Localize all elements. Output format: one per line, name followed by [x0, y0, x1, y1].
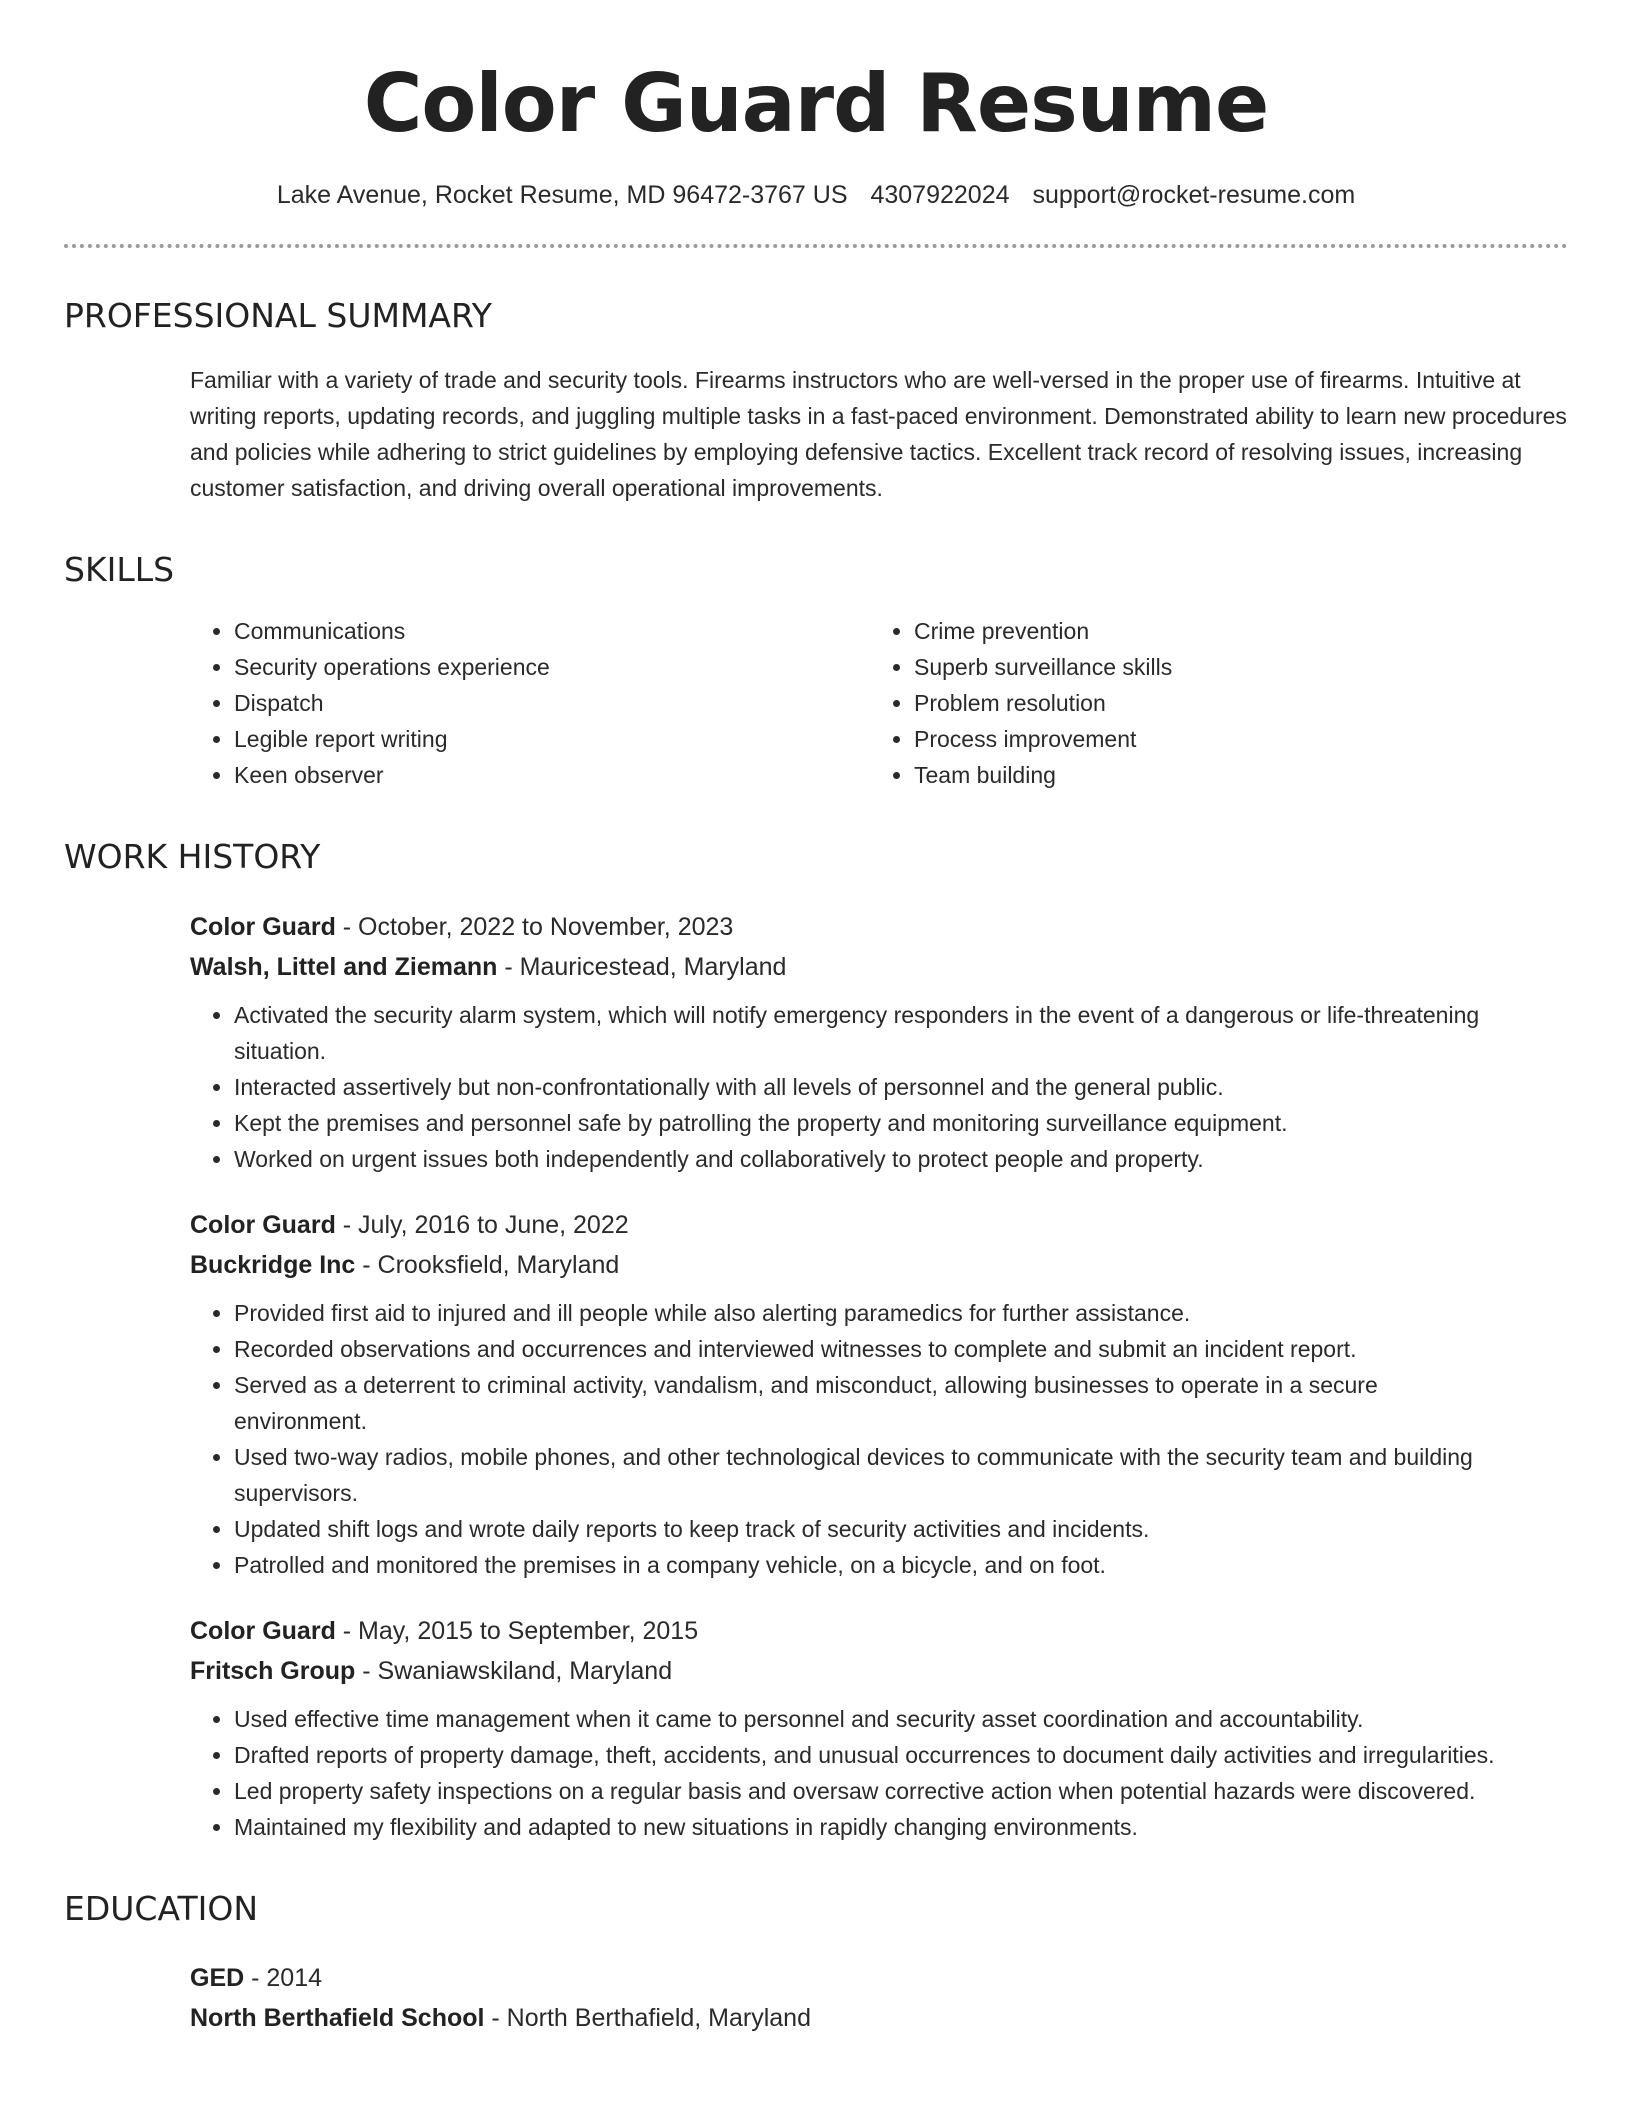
job-company: Fritsch Group: [190, 1656, 356, 1685]
skills-section: [64, 550, 1568, 794]
job-bullet: • Kept the premises and personnel safe by patrolling the property and monitoring surveillance equipment.: [234, 1105, 1508, 1141]
job-dates: - May, 2015 to September, 2015: [335, 1616, 699, 1645]
job-location: - Swaniawskiland, Maryland: [355, 1656, 673, 1685]
job-title-line: [190, 907, 1568, 947]
job-bullet: • Served as a deterrent to criminal activity, vandalism, and misconduct, allowing businesses to operate in a secure environment.: [234, 1367, 1508, 1439]
job-bullet: • Used effective time management when it came to personnel and security asset coordination and accountability.: [234, 1701, 1508, 1737]
job-bullets: [190, 1701, 1568, 1845]
skills-list-left: [190, 613, 870, 793]
education-degree-line: [190, 1958, 1568, 1998]
job-bullets: [190, 1295, 1568, 1583]
job-company-line: [190, 1245, 1568, 1285]
job-bullet: • Worked on urgent issues both independently and collaboratively to protect people and property.: [234, 1141, 1508, 1177]
job-entry: [190, 1611, 1568, 1845]
job-entry: [190, 907, 1568, 1177]
job-bullet: • Drafted reports of property damage, theft, accidents, and unusual occurrences to document daily activities and irregularities.: [234, 1737, 1508, 1773]
job-location: - Mauricestead, Maryland: [497, 952, 787, 981]
summary-heading: PROFESSIONAL SUMMARY: [64, 296, 492, 335]
skill-item: • Security operations experience: [234, 649, 870, 685]
skill-item: • Keen observer: [234, 757, 870, 793]
education-section: [64, 1889, 1568, 2039]
work-history-heading: WORK HISTORY: [64, 837, 321, 877]
job-title-line: [190, 1205, 1568, 1245]
skill-item: • Superb surveillance skills: [914, 649, 1550, 685]
summary-text: Familiar with a variety of trade and security tools. Firearms instructors who are well-versed in the proper use of firearms. Intuitive at writing reports, updating records, and juggling multiple tasks in a fast-paced environment. Demonstrated ability to learn new procedures and policies while adhering to strict guidelines by employing defensive tactics. Excellent track record of resolving issues, increasing customer satisfaction, and driving overall operational improvements.: [190, 366, 1567, 501]
job-entry: [190, 1205, 1568, 1583]
education-entry: [190, 1958, 1568, 2038]
skill-item: • Communications: [234, 613, 870, 649]
skill-item: • Legible report writing: [234, 721, 870, 757]
contact-phone: 4307922024: [870, 181, 1010, 209]
job-bullets: [190, 997, 1568, 1177]
job-bullet: • Updated shift logs and wrote daily reports to keep track of security activities and incidents.: [234, 1511, 1508, 1547]
job-location: - Crooksfield, Maryland: [355, 1250, 620, 1279]
skill-item: • Team building: [914, 757, 1550, 793]
education-degree: GED: [190, 1964, 245, 1993]
work-history-section: [64, 837, 1568, 1845]
contact-email: support@rocket-resume.com: [1032, 181, 1356, 209]
skills-heading: SKILLS: [64, 549, 175, 589]
job-role: Color Guard: [190, 1210, 336, 1239]
education-heading: EDUCATION: [64, 1888, 259, 1928]
job-company: Buckridge Inc: [190, 1250, 356, 1279]
skills-list-right: [870, 613, 1550, 793]
job-title-line: [190, 1611, 1568, 1651]
resume-title: Color Guard Resume: [363, 57, 1269, 150]
job-bullet: • Led property safety inspections on a regular basis and oversaw corrective action when potential hazards were discovered.: [234, 1773, 1508, 1809]
header-divider: [64, 244, 1568, 248]
skill-item: • Crime prevention: [914, 613, 1550, 649]
job-dates: - July, 2016 to June, 2022: [335, 1210, 629, 1239]
contact-address: Lake Avenue, Rocket Resume, MD 96472-3767 US: [276, 181, 848, 209]
skills-columns: [190, 613, 1568, 793]
job-bullet: • Provided first aid to injured and ill people while also alerting paramedics for further assistance.: [234, 1295, 1508, 1331]
skill-item: • Problem resolution: [914, 685, 1550, 721]
education-year: - 2014: [244, 1964, 323, 1993]
job-company-line: [190, 947, 1568, 987]
job-bullet: • Interacted assertively but non-confrontationally with all levels of personnel and the general public.: [234, 1069, 1508, 1105]
job-role: Color Guard: [190, 912, 336, 941]
contact-line: [64, 180, 1568, 210]
skill-item: • Dispatch: [234, 685, 870, 721]
job-bullet: • Maintained my flexibility and adapted to new situations in rapidly changing environments.: [234, 1809, 1508, 1845]
education-school-line: [190, 1998, 1568, 2038]
job-company: Walsh, Littel and Ziemann: [190, 952, 498, 981]
job-role: Color Guard: [190, 1616, 336, 1645]
job-bullet: • Activated the security alarm system, which will notify emergency responders in the event of a dangerous or life-threatening situation.: [234, 997, 1508, 1069]
job-company-line: [190, 1651, 1568, 1691]
summary-section: [64, 296, 1568, 506]
job-bullet: • Recorded observations and occurrences and interviewed witnesses to complete and submit an incident report.: [234, 1331, 1508, 1367]
job-bullet: • Used two-way radios, mobile phones, and other technological devices to communicate with the security team and building supervisors.: [234, 1439, 1508, 1511]
education-location: - North Berthafield, Maryland: [484, 2004, 811, 2033]
skill-item: • Process improvement: [914, 721, 1550, 757]
job-dates: - October, 2022 to November, 2023: [335, 912, 734, 941]
education-school: North Berthafield School: [190, 2004, 485, 2033]
job-bullet: • Patrolled and monitored the premises in a company vehicle, on a bicycle, and on foot.: [234, 1547, 1508, 1583]
